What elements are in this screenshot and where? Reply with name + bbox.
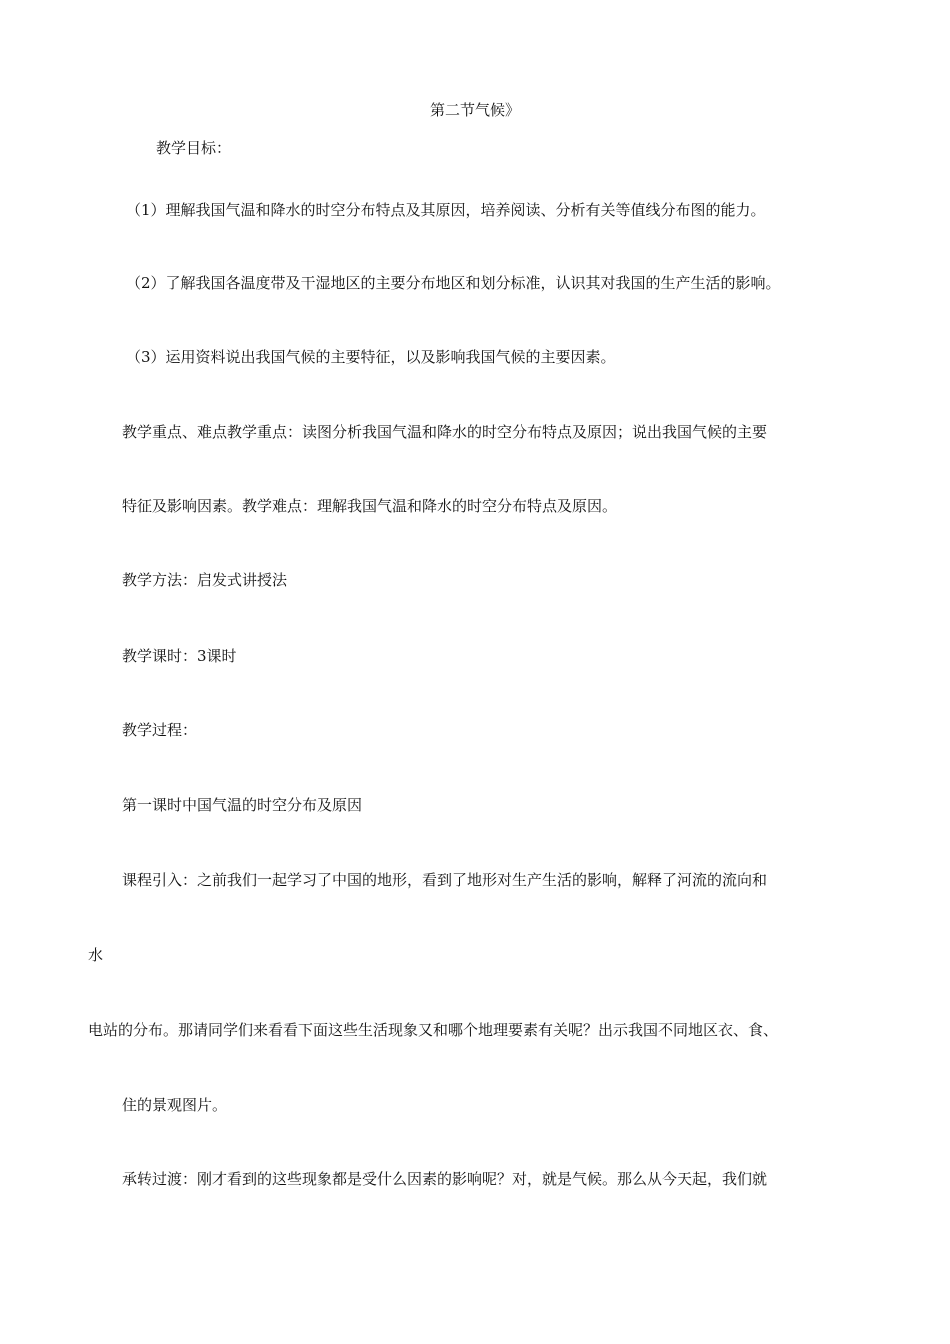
objective-item-2: （2）了解我国各温度带及干湿地区的主要分布地区和划分标准，认识其对我国的生产生活的影响。 — [126, 274, 781, 292]
intro-paragraph-line-2: 水 — [88, 946, 104, 964]
lesson-one-heading: 第一课时中国气温的时空分布及原因 — [122, 796, 363, 814]
objective-item-3: （3）运用资料说出我国气候的主要特征，以及影响我国气候的主要因素。 — [126, 348, 616, 366]
teaching-process-heading: 教学过程： — [122, 721, 198, 739]
objectives-heading: 教学目标： — [156, 139, 232, 157]
teaching-hours: 教学课时：3课时 — [122, 647, 237, 665]
intro-paragraph-line-1: 课程引入：之前我们一起学习了中国的地形，看到了地形对生产生活的影响，解释了河流的流向和 — [122, 871, 768, 889]
objective-item-1: （1）理解我国气温和降水的时空分布特点及其原因，培养阅读、分析有关等值线分布图的能力。 — [126, 201, 766, 219]
intro-paragraph-line-3: 电站的分布。那请同学们来看看下面这些生活现象又和哪个地理要素有关呢？出示我国不同地区衣、食、 — [88, 1021, 779, 1039]
key-points-paragraph-line-2: 特征及影响因素。教学难点：理解我国气温和降水的时空分布特点及原因。 — [122, 497, 618, 515]
teaching-method: 教学方法：启发式讲授法 — [122, 571, 288, 589]
document-title: 第二节气候》 — [429, 101, 520, 119]
key-points-paragraph-line-1: 教学重点、难点教学重点：读图分析我国气温和降水的时空分布特点及原因；说出我国气候的主要 — [122, 423, 768, 441]
intro-paragraph-line-4: 住的景观图片。 — [122, 1096, 228, 1114]
transition-paragraph-line-1: 承转过渡：刚才看到的这些现象都是受什么因素的影响呢？对，就是气候。那么从今天起，我们就 — [122, 1170, 768, 1188]
